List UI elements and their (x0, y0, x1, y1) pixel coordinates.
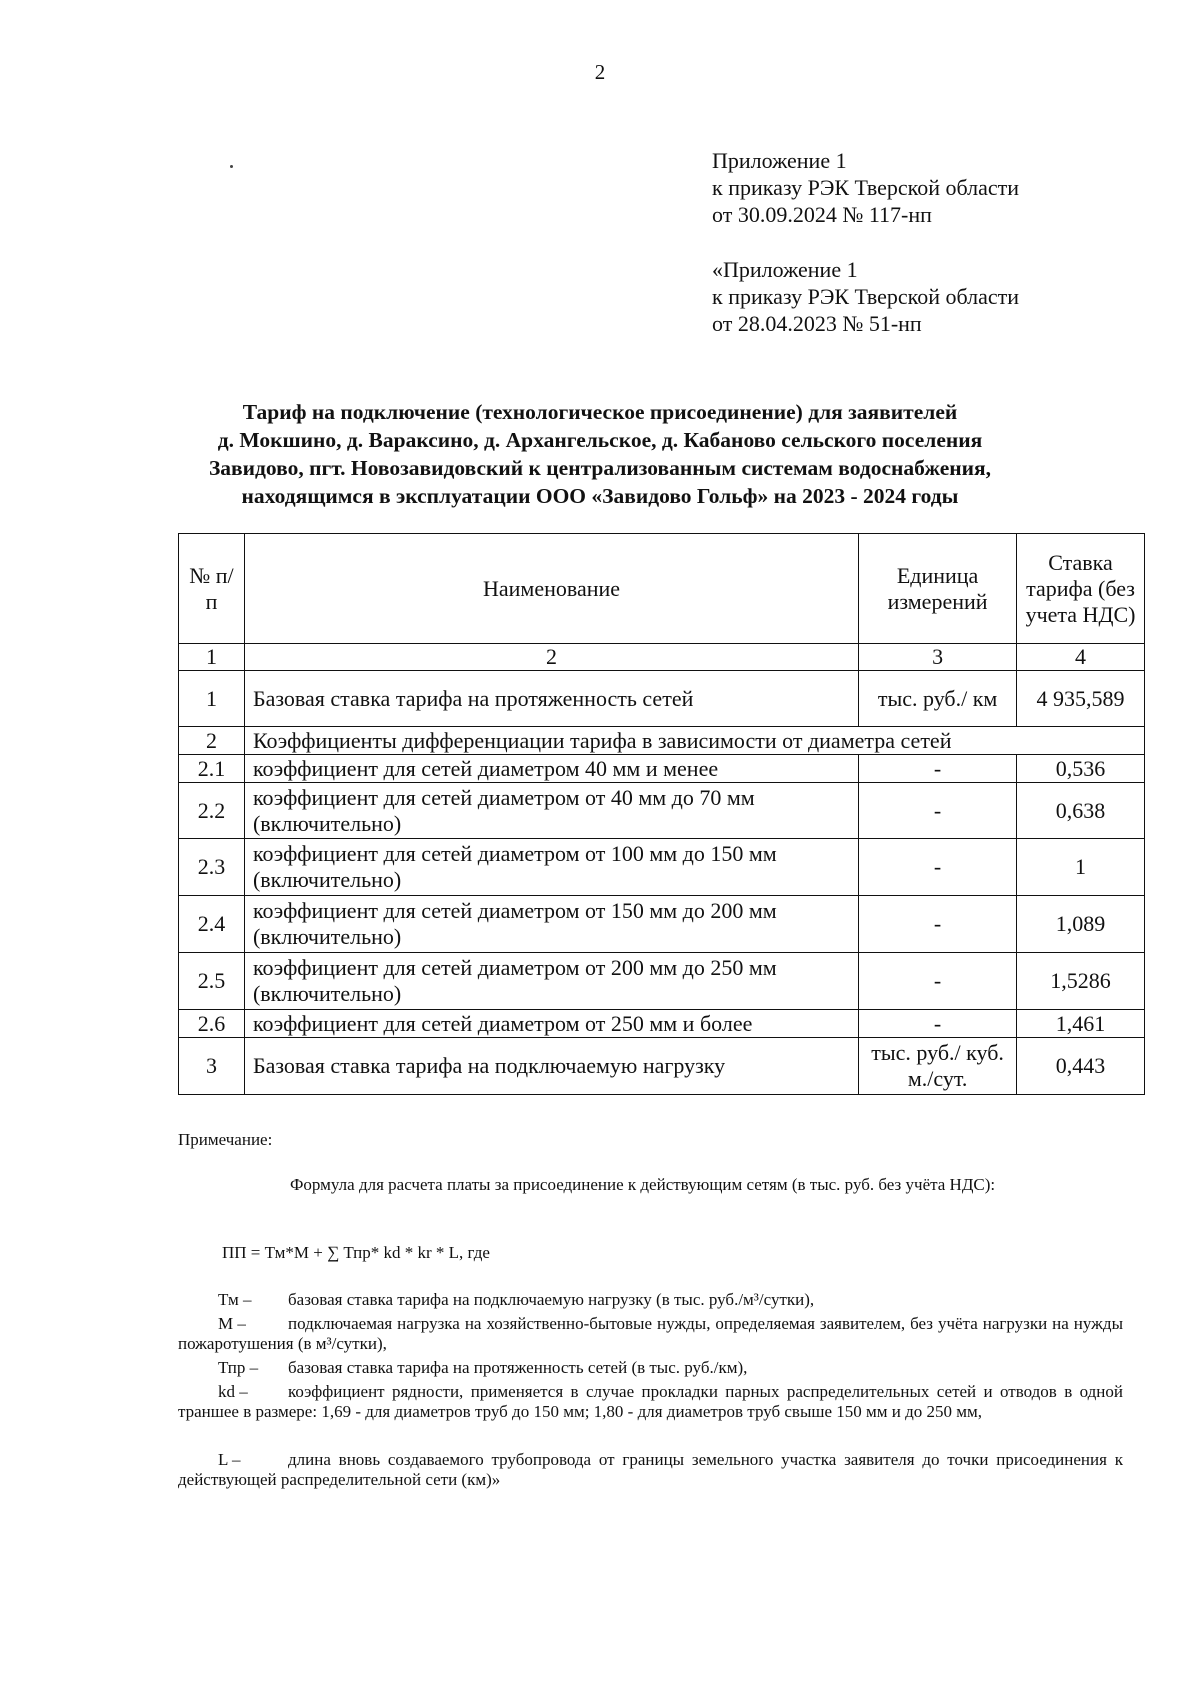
row-unit: - (859, 953, 1017, 1010)
table-row (179, 953, 1145, 1010)
table-row (179, 896, 1145, 953)
table-row (179, 1038, 1145, 1095)
document-title (150, 398, 1050, 510)
appendix-line: от 30.09.2024 № 117-нп (712, 202, 932, 227)
row-rate: 0,638 (1017, 783, 1145, 839)
table-row (179, 783, 1145, 839)
row-rate: 1,5286 (1017, 953, 1145, 1010)
header-num: № п/п (179, 534, 245, 644)
definition-text: длина вновь создаваемого трубопровода от границы земельного участка заявителя до точки присоединения к действующей распределительной сети (км)» (178, 1450, 1123, 1489)
row-unit: - (859, 1010, 1017, 1038)
row-name: коэффициент для сетей диаметром от 40 мм до 70 мм (включительно) (244, 783, 858, 839)
definition-text: подключаемая нагрузка на хозяйственно-бытовые нужды, определяемая заявителем, без учёта нагрузки на нужды пожаротушения (в м³/сутки), (178, 1314, 1123, 1353)
page-number: 2 (594, 60, 606, 84)
appendix-header-current (712, 147, 1019, 228)
formula-intro: Формула для расчета платы за присоединение к действующим сетям (в тыс. руб. без учёта НДС): (290, 1175, 996, 1194)
row-name: коэффициент для сетей диаметром от 250 мм и более (244, 1010, 858, 1038)
row-name: коэффициент для сетей диаметром от 150 мм до 200 мм (включительно) (244, 896, 858, 953)
definition-symbol: М – (218, 1314, 246, 1333)
row-name: коэффициент для сетей диаметром от 100 мм до 150 мм (включительно) (244, 839, 858, 896)
row-rate: 0,443 (1017, 1038, 1145, 1095)
row-unit: - (859, 783, 1017, 839)
row-num: 2 (179, 727, 245, 755)
row-rate: 1,089 (1017, 896, 1145, 953)
row-rate: 1,461 (1017, 1010, 1145, 1038)
appendix-line: к приказу РЭК Тверской области (712, 175, 1020, 200)
column-number: 4 (1017, 644, 1145, 671)
definition-symbol: Тм – (218, 1290, 252, 1309)
note-label: Примечание: (178, 1130, 273, 1149)
row-name: Базовая ставка тарифа на подключаемую нагрузку (244, 1038, 858, 1095)
definition-symbol: Тпр – (218, 1358, 259, 1377)
tariff-table (178, 533, 1145, 1095)
table-row (179, 1010, 1145, 1038)
appendix-line: от 28.04.2023 № 51-нп (712, 311, 922, 336)
header-unit: Единица измерений (859, 534, 1017, 644)
definition-text: коэффициент рядности, применяется в случае прокладки парных распределительных сетей и отводов в одной траншее в размере: 1,69 - для диаметров труб до 150 мм; 1,80 - для диаметров труб свыше 150 мм и до 250 мм, (178, 1382, 1123, 1421)
table-row (179, 727, 1145, 755)
definition-symbol: kd – (218, 1382, 248, 1401)
row-num: 2.5 (179, 953, 245, 1010)
header-name: Наименование (244, 534, 858, 644)
definition-item (178, 1358, 1123, 1378)
appendix-line: Приложение 1 (712, 148, 847, 173)
table-row (179, 755, 1145, 783)
row-unit: - (859, 755, 1017, 783)
scan-speck (230, 165, 233, 168)
header-rate: Ставка тарифа (без учета НДС) (1017, 534, 1145, 644)
appendix-line: «Приложение 1 (712, 257, 858, 282)
table-row (179, 671, 1145, 727)
row-rate: 1 (1017, 839, 1145, 896)
row-name: коэффициент для сетей диаметром от 200 мм до 250 мм (включительно) (244, 953, 858, 1010)
title-line: находящимся в эксплуатации ООО «Завидово Гольф» на 2023 - 2024 годы (241, 484, 959, 508)
row-num: 3 (179, 1038, 245, 1095)
row-num: 2.1 (179, 755, 245, 783)
definition-symbol: L – (218, 1450, 241, 1469)
definition-item (178, 1450, 1123, 1490)
row-rate: 0,536 (1017, 755, 1145, 783)
appendix-line: к приказу РЭК Тверской области (712, 284, 1020, 309)
row-name: Базовая ставка тарифа на протяженность сетей (244, 671, 858, 727)
appendix-header-original (712, 256, 1019, 337)
row-unit: тыс. руб./ куб. м./сут. (859, 1038, 1017, 1095)
column-number-row (179, 644, 1145, 671)
definition-item (178, 1314, 1123, 1354)
row-name: Коэффициенты дифференциации тарифа в зависимости от диаметра сетей (244, 727, 1144, 755)
row-num: 1 (179, 671, 245, 727)
column-number: 1 (179, 644, 245, 671)
row-unit: - (859, 896, 1017, 953)
formula: ПП = Тм*М + ∑ Тпр* kd * kr * L, где (222, 1243, 490, 1262)
row-num: 2.4 (179, 896, 245, 953)
column-number: 2 (244, 644, 858, 671)
row-unit: - (859, 839, 1017, 896)
definition-text: базовая ставка тарифа на протяженность сетей (в тыс. руб./км), (288, 1358, 748, 1377)
row-num: 2.3 (179, 839, 245, 896)
row-name: коэффициент для сетей диаметром 40 мм и менее (244, 755, 858, 783)
title-line: д. Мокшино, д. Вараксино, д. Архангельское, д. Кабаново сельского поселения (217, 428, 983, 452)
definition-item (178, 1382, 1123, 1422)
definition-item (178, 1290, 1123, 1310)
row-unit: тыс. руб./ км (859, 671, 1017, 727)
row-rate: 4 935,589 (1017, 671, 1145, 727)
column-number: 3 (859, 644, 1017, 671)
table-header-row (179, 534, 1145, 644)
row-num: 2.6 (179, 1010, 245, 1038)
definition-text: базовая ставка тарифа на подключаемую нагрузку (в тыс. руб./м³/сутки), (288, 1290, 815, 1309)
row-num: 2.2 (179, 783, 245, 839)
table-row (179, 839, 1145, 896)
title-line: Тариф на подключение (технологическое присоединение) для заявителей (242, 400, 958, 424)
title-line: Завидово, пгт. Новозавидовский к централизованным системам водоснабжения, (208, 456, 992, 480)
